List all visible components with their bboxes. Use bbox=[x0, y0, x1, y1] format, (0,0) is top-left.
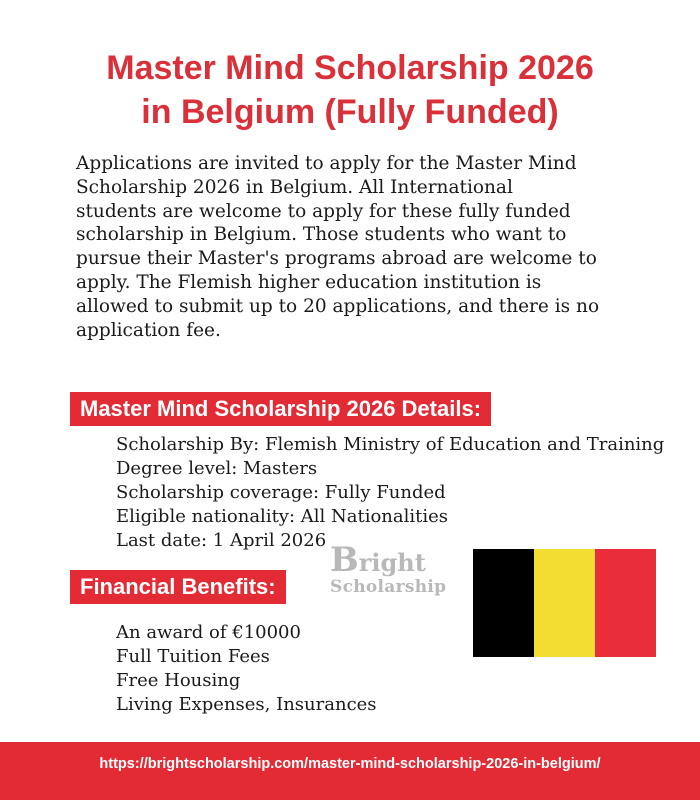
flag-stripe-red bbox=[595, 549, 656, 657]
financial-benefits-list bbox=[116, 621, 377, 717]
intro-line: Scholarship 2026 in Belgium. All International bbox=[76, 176, 513, 198]
benefit-item-award: An award of €10000 bbox=[116, 622, 301, 643]
intro-line: scholarship in Belgium. Those students who want to bbox=[76, 224, 567, 246]
intro-line: apply. The Flemish higher education institution is bbox=[76, 271, 542, 293]
detail-item-last-date: Last date: 1 April 2026 bbox=[116, 530, 327, 551]
detail-item-coverage: Scholarship coverage: Fully Funded bbox=[116, 482, 446, 503]
details-list bbox=[116, 433, 664, 553]
benefit-item-housing: Free Housing bbox=[116, 670, 241, 691]
bright-scholarship-watermark bbox=[330, 540, 447, 597]
benefit-item-living: Living Expenses, Insurances bbox=[116, 694, 377, 715]
details-heading: Master Mind Scholarship 2026 Details: bbox=[70, 392, 491, 426]
intro-line: pursue their Master's programs abroad are welcome to bbox=[76, 248, 597, 270]
flag-stripe-yellow bbox=[534, 549, 595, 657]
intro-paragraph bbox=[76, 152, 636, 342]
watermark-first-letter: B bbox=[330, 540, 359, 580]
financial-heading: Financial Benefits: bbox=[70, 570, 286, 604]
benefit-item-tuition: Full Tuition Fees bbox=[116, 646, 270, 667]
watermark-sub: Scholarship bbox=[330, 577, 447, 597]
flag-stripe-black bbox=[473, 549, 534, 657]
detail-item-degree-level: Degree level: Masters bbox=[116, 458, 318, 479]
title-line-1: Master Mind Scholarship 2026 bbox=[106, 49, 594, 87]
belgium-flag bbox=[473, 549, 656, 657]
detail-item-nationality: Eligible nationality: All Nationalities bbox=[116, 506, 449, 527]
footer-url-link[interactable]: https://brightscholarship.com/master-mind-scholarship-2026-in-belgium/ bbox=[99, 756, 601, 772]
watermark-word: right bbox=[358, 548, 426, 577]
intro-line: students are welcome to apply for these fully funded bbox=[76, 200, 571, 222]
title-line-2: in Belgium (Fully Funded) bbox=[141, 93, 559, 131]
detail-item-scholarship-by: Scholarship By: Flemish Ministry of Education and Training bbox=[116, 434, 665, 455]
intro-line: allowed to submit up to 20 applications, and there is no bbox=[76, 295, 600, 317]
intro-line: application fee. bbox=[76, 319, 221, 341]
intro-line: Applications are invited to apply for the Master Mind bbox=[76, 153, 577, 174]
footer-bar bbox=[0, 742, 700, 800]
page-title bbox=[0, 46, 700, 134]
